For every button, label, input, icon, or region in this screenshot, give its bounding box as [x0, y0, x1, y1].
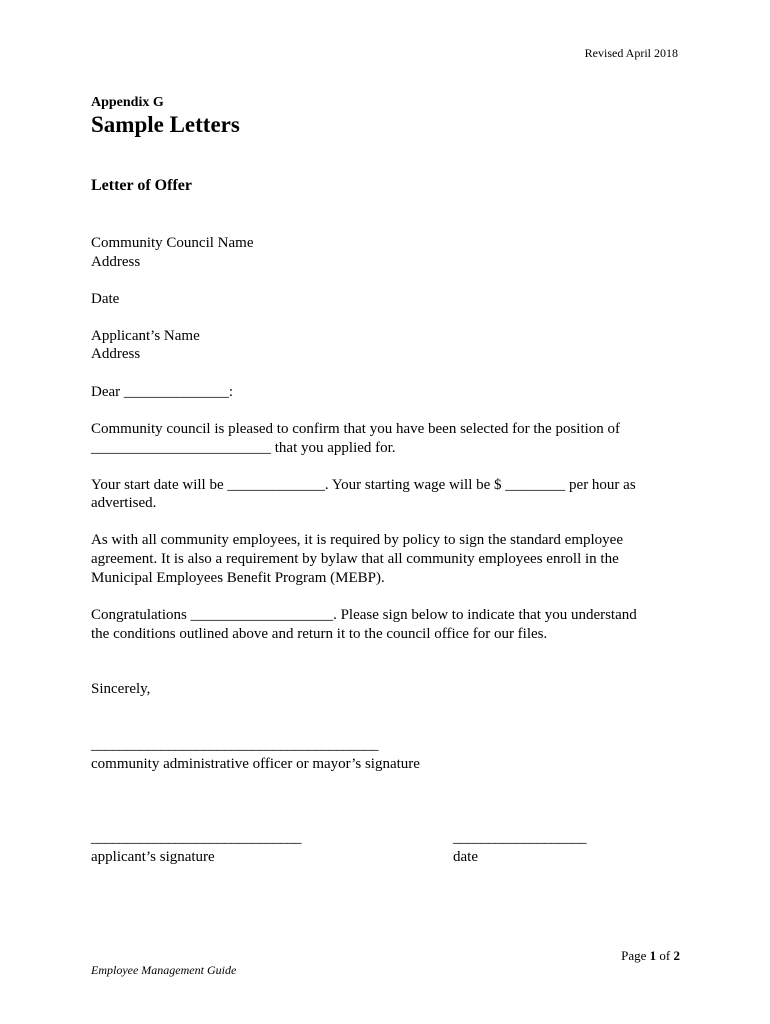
applicant-name: Applicant’s Name — [91, 328, 200, 344]
page-number-total: 2 — [673, 948, 680, 963]
page-number-prefix: Page — [621, 948, 650, 963]
date-signature-line: ___________________ — [453, 830, 586, 846]
letter-date: Date — [91, 291, 120, 307]
appendix-label: Appendix G — [91, 95, 164, 110]
paragraph-3-line-3: Municipal Employees Benefit Program (MEBP). — [91, 570, 385, 586]
paragraph-3-line-1: As with all community employees, it is required by policy to sign the standard employee — [91, 532, 623, 548]
officer-signature-line: _________________________________________ — [91, 737, 378, 753]
paragraph-1-line-2: ________________________ that you applied for. — [91, 440, 396, 456]
paragraph-2-line-1: Your start date will be _____________. Your starting wage will be $ ________ per hour as — [91, 477, 636, 493]
paragraph-1-line-1: Community council is pleased to confirm that you have been selected for the position of — [91, 421, 621, 437]
page-number-of: of — [656, 948, 674, 963]
page-title: Sample Letters — [91, 112, 240, 137]
page-number — [621, 948, 680, 964]
officer-signature-label: community administrative officer or mayor’s signature — [91, 756, 420, 772]
closing: Sincerely, — [91, 681, 151, 697]
footer-guide-title: Employee Management Guide — [91, 963, 237, 977]
revision-date: Revised April 2018 — [584, 46, 678, 60]
paragraph-3-line-2: agreement. It is also a requirement by bylaw that all community employees enroll in the — [91, 551, 619, 567]
applicant-signature-line: ______________________________ — [91, 830, 301, 846]
paragraph-2-line-2: advertised. — [91, 495, 157, 511]
paragraph-4-line-2: the conditions outlined above and return it to the council office for our files. — [91, 626, 548, 642]
section-title: Letter of Offer — [91, 177, 192, 194]
applicant-signature-label: applicant’s signature — [91, 849, 215, 865]
date-signature-label: date — [453, 849, 478, 865]
council-name: Community Council Name — [91, 235, 254, 251]
salutation: Dear ______________: — [91, 384, 234, 400]
applicant-address: Address — [91, 346, 141, 362]
council-address: Address — [91, 254, 141, 270]
page-number-current: 1 — [649, 948, 657, 963]
paragraph-4-line-1: Congratulations ___________________. Please sign below to indicate that you understand — [91, 607, 637, 623]
